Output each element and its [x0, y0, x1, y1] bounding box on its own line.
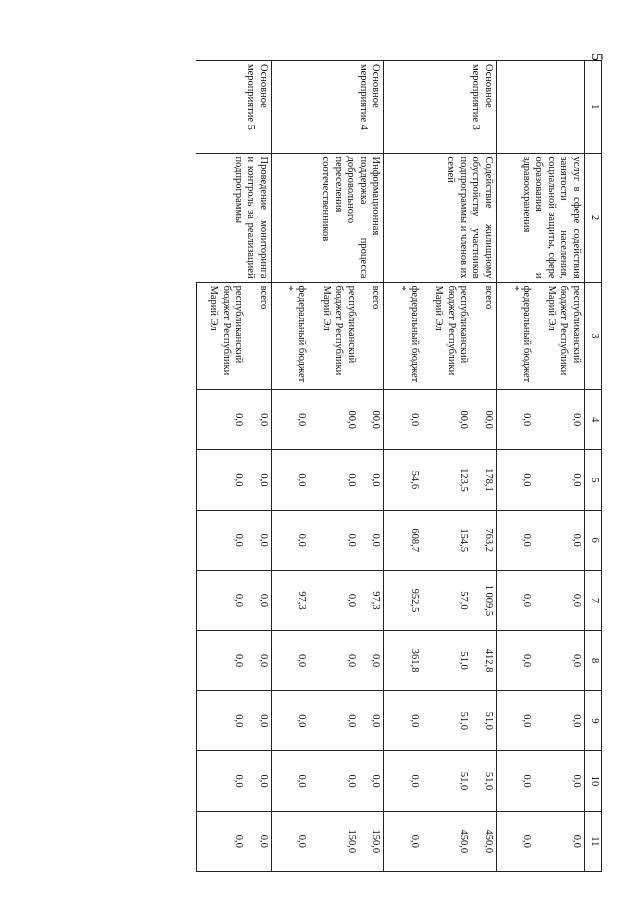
value-cell-col-4: 00,0	[359, 390, 384, 450]
value-cell-col-5: 0,0	[246, 450, 271, 510]
funding-source-cell: всего	[359, 282, 384, 390]
column-header-10: 10	[585, 751, 602, 811]
value-cell-col-9: 0,0	[497, 691, 535, 751]
value-cell-col-11: 0,0	[271, 811, 309, 871]
funding-source-cell: федеральный бюджет *	[497, 282, 535, 390]
value-cell-col-8: 0,0	[359, 630, 384, 690]
value-cell-col-11: 0,0	[246, 811, 271, 871]
value-cell-col-10: 0,0	[497, 751, 535, 811]
column-header-5: 5	[585, 450, 602, 510]
budget-table	[196, 60, 602, 872]
value-cell-col-7: 0,0	[497, 570, 535, 630]
value-cell-col-8: 0,0	[534, 630, 584, 690]
value-cell-col-8: 0,0	[497, 630, 535, 690]
column-header-3: 3	[585, 282, 602, 390]
value-cell-col-6: 0,0	[309, 510, 359, 570]
value-cell-col-6: 0,0	[497, 510, 535, 570]
value-cell-col-9: 0,0	[384, 691, 422, 751]
value-cell-col-10: 51,0	[471, 751, 496, 811]
value-cell-col-10: 0,0	[384, 751, 422, 811]
column-header-1: 1	[585, 61, 602, 154]
value-cell-col-7: 0,0	[309, 570, 359, 630]
page-number: 5	[588, 53, 605, 61]
value-cell-col-4: 0,0	[246, 390, 271, 450]
value-cell-col-11: 0,0	[196, 811, 246, 871]
activity-description-cell: Содействие жилищному обустройству участников подпрограммы и членов их семей	[384, 153, 497, 282]
value-cell-col-4: 00,0	[422, 390, 472, 450]
activity-description-cell: услуг в сфере содействия занятости населения, социальной защиты, сфере образования и здравоохранения	[497, 153, 585, 282]
value-cell-col-7: 57,0	[422, 570, 472, 630]
value-cell-col-4: 0,0	[271, 390, 309, 450]
value-cell-col-4: 0,0	[196, 390, 246, 450]
value-cell-col-7: 0,0	[246, 570, 271, 630]
activity-description-cell: Информационная поддержка процесса добровольного переселения соотечественников	[271, 153, 384, 282]
column-header-7: 7	[585, 570, 602, 630]
value-cell-col-11: 150,0	[309, 811, 359, 871]
table-row	[471, 61, 496, 872]
funding-source-cell: всего	[471, 282, 496, 390]
value-cell-col-10: 0,0	[359, 751, 384, 811]
value-cell-col-10: 0,0	[246, 751, 271, 811]
value-cell-col-7: 97,3	[271, 570, 309, 630]
value-cell-col-5: 123,5	[422, 450, 472, 510]
value-cell-col-7: 952,5	[384, 570, 422, 630]
value-cell-col-6: 0,0	[196, 510, 246, 570]
value-cell-col-8: 51,0	[422, 630, 472, 690]
value-cell-col-9: 0,0	[534, 691, 584, 751]
value-cell-col-5: 0,0	[196, 450, 246, 510]
activity-description-cell: Проведение мониторинга и контроль за реализацией подпрограммы	[196, 153, 271, 282]
value-cell-col-8: 0,0	[309, 630, 359, 690]
funding-source-cell: федеральный бюджет *	[384, 282, 422, 390]
value-cell-col-6: 0,0	[534, 510, 584, 570]
value-cell-col-4: 00,0	[471, 390, 496, 450]
column-header-2: 2	[585, 153, 602, 282]
activity-name-cell	[497, 61, 585, 154]
value-cell-col-8: 412,8	[471, 630, 496, 690]
value-cell-col-7: 0,0	[196, 570, 246, 630]
value-cell-col-9: 0,0	[359, 691, 384, 751]
value-cell-col-4: 0,0	[384, 390, 422, 450]
value-cell-col-8: 0,0	[196, 630, 246, 690]
funding-source-cell: республиканский бюджет Республики Марий Эл	[309, 282, 359, 390]
value-cell-col-6: 0,0	[271, 510, 309, 570]
value-cell-col-9: 0,0	[196, 691, 246, 751]
table-row	[359, 61, 384, 872]
value-cell-col-11: 0,0	[534, 811, 584, 871]
value-cell-col-6: 763,2	[471, 510, 496, 570]
value-cell-col-4: 00,0	[309, 390, 359, 450]
activity-name-cell: Основное мероприятие 4	[271, 61, 384, 154]
funding-source-cell: республиканский бюджет Республики Марий Эл	[422, 282, 472, 390]
value-cell-col-7: 0,0	[534, 570, 584, 630]
value-cell-col-8: 361,8	[384, 630, 422, 690]
value-cell-col-5: 0,0	[497, 450, 535, 510]
funding-source-cell: всего	[246, 282, 271, 390]
value-cell-col-10: 0,0	[196, 751, 246, 811]
column-header-11: 11	[585, 811, 602, 871]
table-body	[196, 61, 584, 872]
activity-name-cell: Основное мероприятие 5	[196, 61, 271, 154]
value-cell-col-9: 51,0	[471, 691, 496, 751]
value-cell-col-11: 450,0	[471, 811, 496, 871]
value-cell-col-10: 51,0	[422, 751, 472, 811]
value-cell-col-4: 0,0	[497, 390, 535, 450]
value-cell-col-5: 54,6	[384, 450, 422, 510]
value-cell-col-11: 0,0	[384, 811, 422, 871]
budget-table-sheet	[102, 60, 602, 872]
value-cell-col-9: 0,0	[271, 691, 309, 751]
table-header-row	[585, 61, 602, 872]
value-cell-col-11: 150,0	[359, 811, 384, 871]
value-cell-col-9: 0,0	[309, 691, 359, 751]
value-cell-col-5: 0,0	[534, 450, 584, 510]
value-cell-col-6: 154,5	[422, 510, 472, 570]
table-row	[534, 61, 584, 872]
value-cell-col-6: 0,0	[246, 510, 271, 570]
value-cell-col-11: 450,0	[422, 811, 472, 871]
column-header-9: 9	[585, 691, 602, 751]
value-cell-col-11: 0,0	[497, 811, 535, 871]
rotated-table-wrapper	[102, 60, 602, 872]
value-cell-col-7: 97,3	[359, 570, 384, 630]
value-cell-col-5: 0,0	[271, 450, 309, 510]
table-row	[246, 61, 271, 872]
value-cell-col-9: 0,0	[246, 691, 271, 751]
value-cell-col-10: 0,0	[271, 751, 309, 811]
funding-source-cell: федеральный бюджет *	[271, 282, 309, 390]
value-cell-col-6: 608,7	[384, 510, 422, 570]
value-cell-col-5: 0,0	[309, 450, 359, 510]
funding-source-cell: республиканский бюджет Республики Марий Эл	[534, 282, 584, 390]
value-cell-col-5: 178,1	[471, 450, 496, 510]
value-cell-col-8: 0,0	[246, 630, 271, 690]
column-header-6: 6	[585, 510, 602, 570]
value-cell-col-9: 51,0	[422, 691, 472, 751]
value-cell-col-6: 0,0	[359, 510, 384, 570]
column-header-4: 4	[585, 390, 602, 450]
value-cell-col-8: 0,0	[271, 630, 309, 690]
column-header-8: 8	[585, 630, 602, 690]
activity-name-cell: Основное мероприятие 3	[384, 61, 497, 154]
value-cell-col-7: 1 009,5	[471, 570, 496, 630]
value-cell-col-5: 0,0	[359, 450, 384, 510]
value-cell-col-10: 0,0	[534, 751, 584, 811]
funding-source-cell: республиканский бюджет Республики Марий Эл	[196, 282, 246, 390]
value-cell-col-10: 0,0	[309, 751, 359, 811]
value-cell-col-4: 0,0	[534, 390, 584, 450]
